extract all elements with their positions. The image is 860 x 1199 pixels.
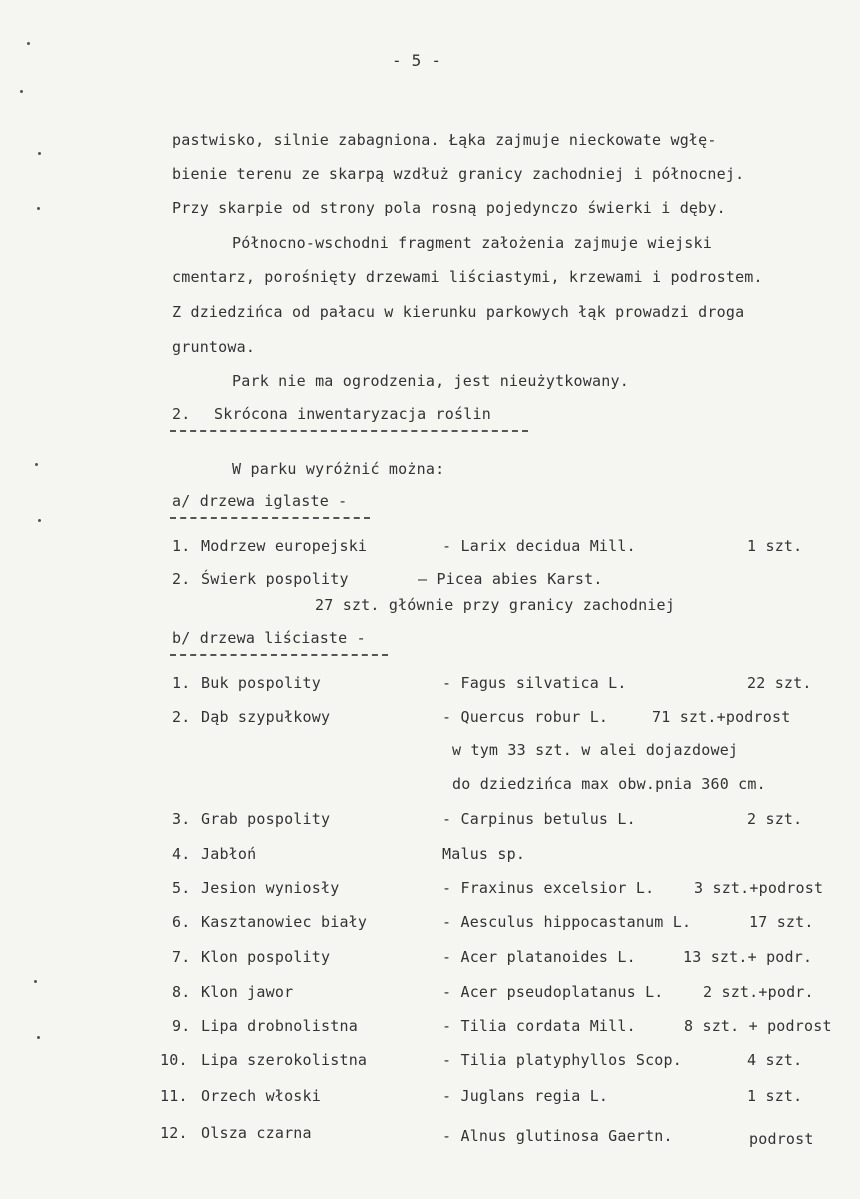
text-line: bienie terenu ze skarpą wzdłuż granicy zachodniej i północnej. [172, 165, 745, 183]
item-count: 71 szt.+podrost [652, 708, 791, 726]
item-latin: - Aesculus hippocastanum L. [442, 913, 692, 931]
item-count: 17 szt. [749, 913, 814, 931]
margin-dot [27, 42, 30, 45]
item-name: Orzech włoski [201, 1087, 321, 1105]
item-number: 11. [160, 1087, 188, 1105]
item-latin: – Picea abies Karst. [418, 570, 603, 588]
text-line: cmentarz, porośnięty drzewami liściastymi, krzewami i podrostem. [172, 268, 763, 286]
item-name: Lipa drobnolistna [201, 1017, 358, 1035]
item-number: 12. [160, 1124, 188, 1142]
item-latin: Malus sp. [442, 845, 526, 863]
margin-dot [20, 90, 23, 93]
item-number: 2. [172, 570, 191, 588]
item-number: 5. [172, 879, 191, 897]
item-latin: - Alnus glutinosa Gaertn. [442, 1127, 673, 1145]
item-latin: - Acer platanoides L. [442, 948, 636, 966]
item-count: 4 szt. [747, 1051, 803, 1069]
item-latin: - Tilia cordata Mill. [442, 1017, 636, 1035]
item-number: 9. [172, 1017, 191, 1035]
item-number: 1. [172, 674, 191, 692]
text-line: Z dziedzińca od pałacu w kierunku parkowych łąk prowadzi droga [172, 303, 745, 321]
item-number: 8. [172, 983, 191, 1001]
item-count: 2 szt. [747, 810, 803, 828]
item-number: 6. [172, 913, 191, 931]
text-line: Północno-wschodni fragment założenia zajmuje wiejski [232, 234, 712, 252]
item-extra: do dziedzińca max obw.pnia 360 cm. [452, 775, 766, 793]
item-number: 7. [172, 948, 191, 966]
section-title: Skrócona inwentaryzacja roślin [214, 405, 491, 423]
item-name: Kasztanowiec biały [201, 913, 368, 931]
margin-dot [34, 980, 37, 983]
text-line: Przy skarpie od strony pola rosną pojedynczo świerki i dęby. [172, 199, 726, 217]
deciduous-underline [170, 654, 388, 656]
item-latin: - Acer pseudoplatanus L. [442, 983, 664, 1001]
item-note: 27 szt. głównie przy granicy zachodniej [315, 596, 675, 614]
text-line: gruntowa. [172, 338, 256, 356]
item-count: 8 szt. + podrost [684, 1017, 832, 1035]
margin-dot [35, 463, 38, 466]
item-latin: - Fagus silvatica L. [442, 674, 627, 692]
item-name: Świerk pospolity [201, 570, 349, 588]
intro-text: W parku wyróżnić można: [232, 460, 445, 478]
deciduous-heading: b/ drzewa liściaste - [172, 629, 366, 647]
item-count: podrost [749, 1130, 814, 1148]
margin-dot [38, 519, 41, 522]
section-underline [170, 430, 528, 432]
item-name: Klon pospolity [201, 948, 331, 966]
item-name: Modrzew europejski [201, 537, 368, 555]
item-number: 10. [160, 1051, 188, 1069]
item-count: 3 szt.+podrost [694, 879, 824, 897]
item-latin: - Fraxinus excelsior L. [442, 879, 655, 897]
item-name: Dąb szypułkowy [201, 708, 331, 726]
margin-dot [38, 152, 41, 155]
page-number: - 5 - [392, 51, 442, 70]
item-latin: - Larix decidua Mill. [442, 537, 636, 555]
item-name: Grab pospolity [201, 810, 331, 828]
item-count: 2 szt.+podr. [703, 983, 814, 1001]
conifers-heading: a/ drzewa iglaste - [172, 492, 348, 510]
item-name: Jabłoń [201, 845, 257, 863]
item-latin: - Juglans regia L. [442, 1087, 609, 1105]
item-number: 2. [172, 708, 191, 726]
item-number: 3. [172, 810, 191, 828]
item-name: Klon jawor [201, 983, 294, 1001]
margin-dot [37, 207, 40, 210]
item-name: Buk pospolity [201, 674, 321, 692]
margin-dot [37, 1036, 40, 1039]
item-number: 4. [172, 845, 191, 863]
item-latin: - Quercus robur L. [442, 708, 609, 726]
item-name: Olsza czarna [201, 1124, 312, 1142]
item-count: 1 szt. [747, 1087, 803, 1105]
item-latin: - Tilia platyphyllos Scop. [442, 1051, 682, 1069]
item-name: Lipa szerokolistna [201, 1051, 368, 1069]
item-count: 1 szt. [747, 537, 803, 555]
item-latin: - Carpinus betulus L. [442, 810, 636, 828]
item-count: 22 szt. [747, 674, 812, 692]
text-line: Park nie ma ogrodzenia, jest nieużytkowany. [232, 372, 629, 390]
item-extra: w tym 33 szt. w alei dojazdowej [452, 741, 739, 759]
item-count: 13 szt.+ podr. [683, 948, 813, 966]
item-name: Jesion wyniosły [201, 879, 340, 897]
conifers-underline [170, 517, 370, 519]
item-number: 1. [172, 537, 191, 555]
text-line: pastwisko, silnie zabagniona. Łąka zajmuje nieckowate wgłę- [172, 131, 717, 149]
section-number: 2. [172, 405, 191, 423]
